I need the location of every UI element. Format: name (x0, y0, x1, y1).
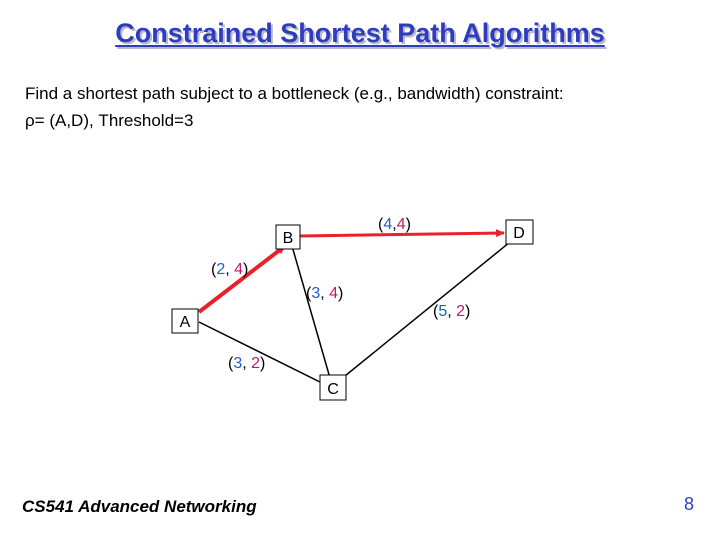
edge-label-a-c: (3, 2) (228, 355, 266, 372)
edge-label-b-d: (4,4) (378, 216, 411, 233)
edge-label-a-b: (2, 4) (211, 261, 249, 278)
node-d (506, 220, 533, 244)
edge-weight-a-c: 3 (233, 355, 243, 372)
course-footer: CS541 Advanced Networking (22, 497, 257, 516)
problem-line-1: Find a shortest path subject to a bottleneck (e.g., bandwidth) constraint: (25, 84, 564, 103)
node-c (320, 375, 346, 400)
edge-b-c (292, 246, 330, 378)
edge-label-b-c: (3, 4) (306, 285, 344, 302)
edge-a-c (199, 322, 320, 382)
edge-d-c (340, 242, 510, 380)
edge-bandwidth-a-b: 4 (234, 261, 244, 278)
node-b (276, 225, 300, 249)
edge-bandwidth-b-d: 4 (396, 216, 406, 233)
edge-bandwidth-b-c: 4 (329, 285, 339, 302)
node-label-a: A (179, 314, 191, 331)
edge-bandwidth-a-c: 2 (251, 355, 261, 372)
node-label-d: D (513, 225, 525, 242)
edge-label-d-c: (5, 2) (433, 303, 471, 320)
edge-weight-a-b: 2 (216, 261, 226, 278)
slide-title: Constrained Shortest Path Algorithms (115, 18, 605, 48)
edge-bandwidth-d-c: 2 (456, 303, 466, 320)
problem-line-2: ρ= (A,D), Threshold=3 (25, 111, 194, 130)
node-label-c: C (327, 381, 339, 398)
edge-a-b (199, 246, 285, 312)
edge-weight-b-d: 4 (383, 216, 393, 233)
node-label-b: B (282, 230, 294, 247)
node-a (172, 309, 198, 333)
edge-weight-d-c: 5 (438, 303, 448, 320)
edge-b-d (300, 233, 504, 236)
page-number: 8 (683, 494, 694, 514)
edge-weight-b-c: 3 (311, 285, 321, 302)
